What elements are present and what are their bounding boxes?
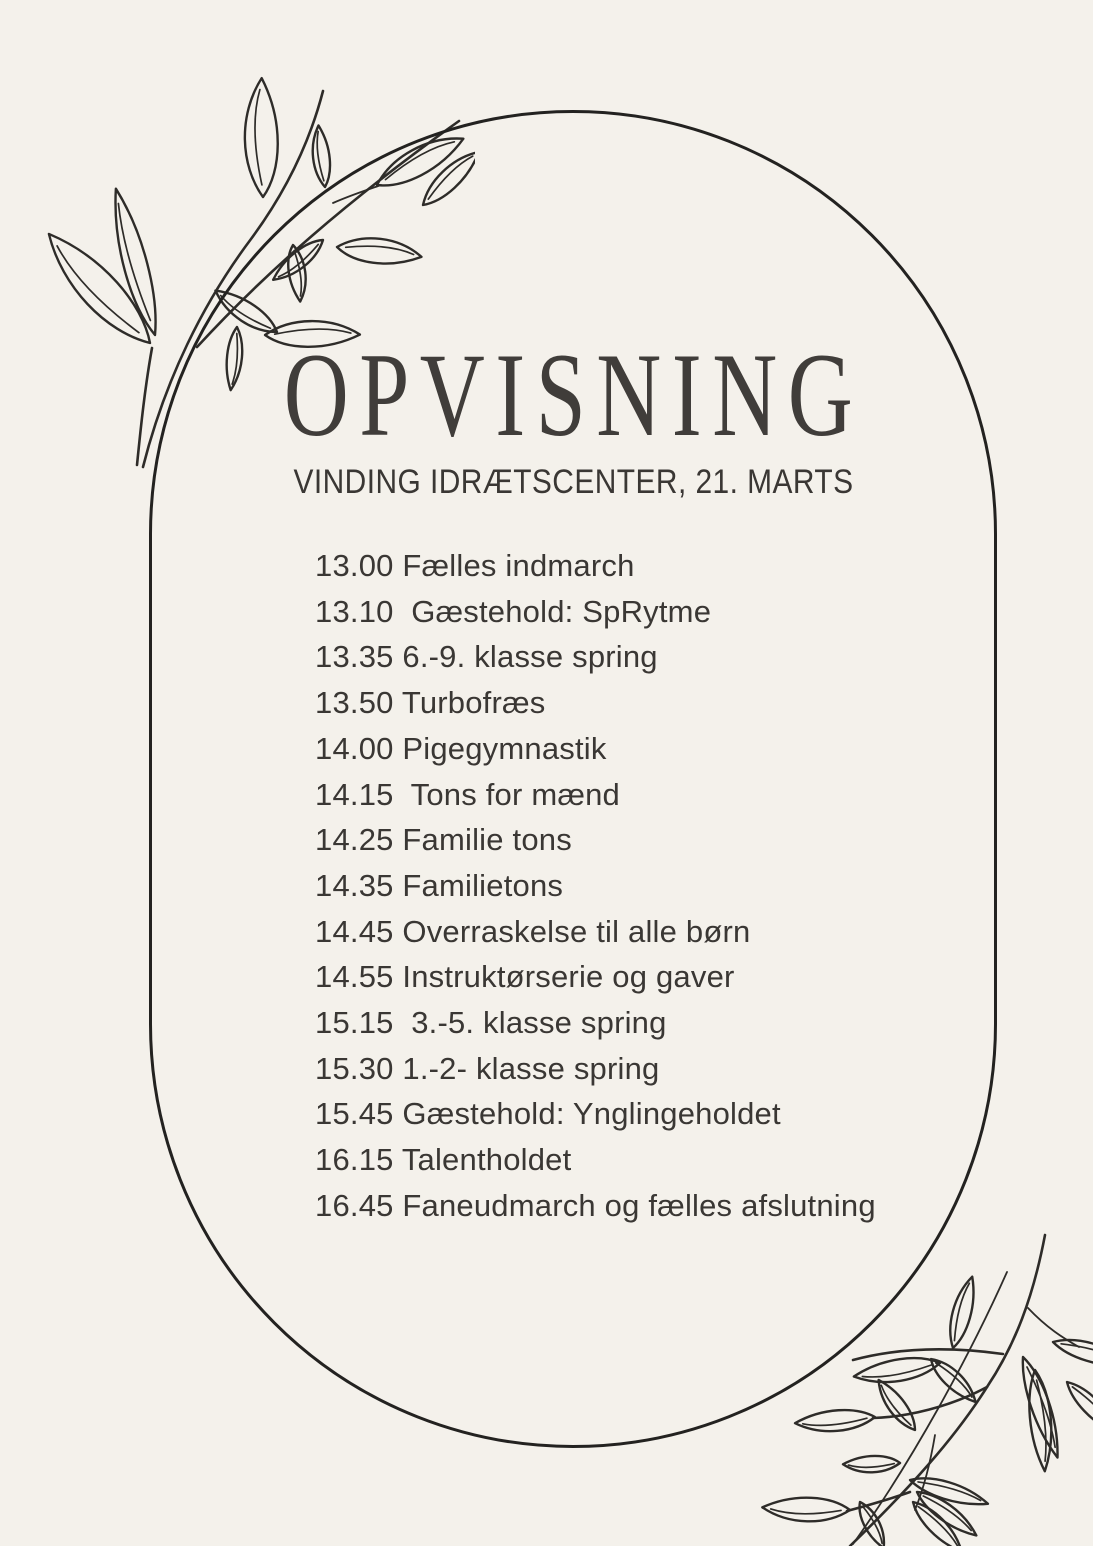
schedule-item: 16.15 Talentholdet	[315, 1142, 572, 1178]
schedule-item: 13.50 Turbofræs	[315, 685, 546, 721]
schedule-item: 14.25 Familie tons	[315, 822, 572, 858]
schedule-item: 13.00 Fælles indmarch	[315, 548, 635, 583]
schedule-item: 14.45 Overraskelse til alle børn	[315, 913, 751, 949]
schedule-list	[315, 543, 876, 1229]
schedule-item: 14.15 Tons for mænd	[315, 776, 620, 812]
schedule-item: 14.35 Familietons	[315, 867, 564, 903]
schedule-item: 15.45 Gæstehold: Ynglingeholdet	[315, 1096, 781, 1132]
schedule-item: 15.30 1.-2- klasse spring	[315, 1050, 660, 1086]
schedule-item: 13.10 Gæstehold: SpRytme	[315, 593, 712, 629]
schedule-item: 16.45 Faneudmarch og fælles afslutning	[315, 1187, 876, 1223]
poster-title: OPVISNING	[283, 328, 864, 461]
schedule-item: 13.35 6.-9. klasse spring	[315, 639, 658, 675]
poster-subtitle: VINDING IDRÆTSCENTER, 21. MARTS	[293, 463, 854, 501]
schedule-item: 14.55 Instruktørserie og gaver	[315, 959, 735, 995]
schedule-item: 15.15 3.-5. klasse spring	[315, 1005, 667, 1041]
schedule-item: 14.00 Pigegymnastik	[315, 730, 607, 766]
